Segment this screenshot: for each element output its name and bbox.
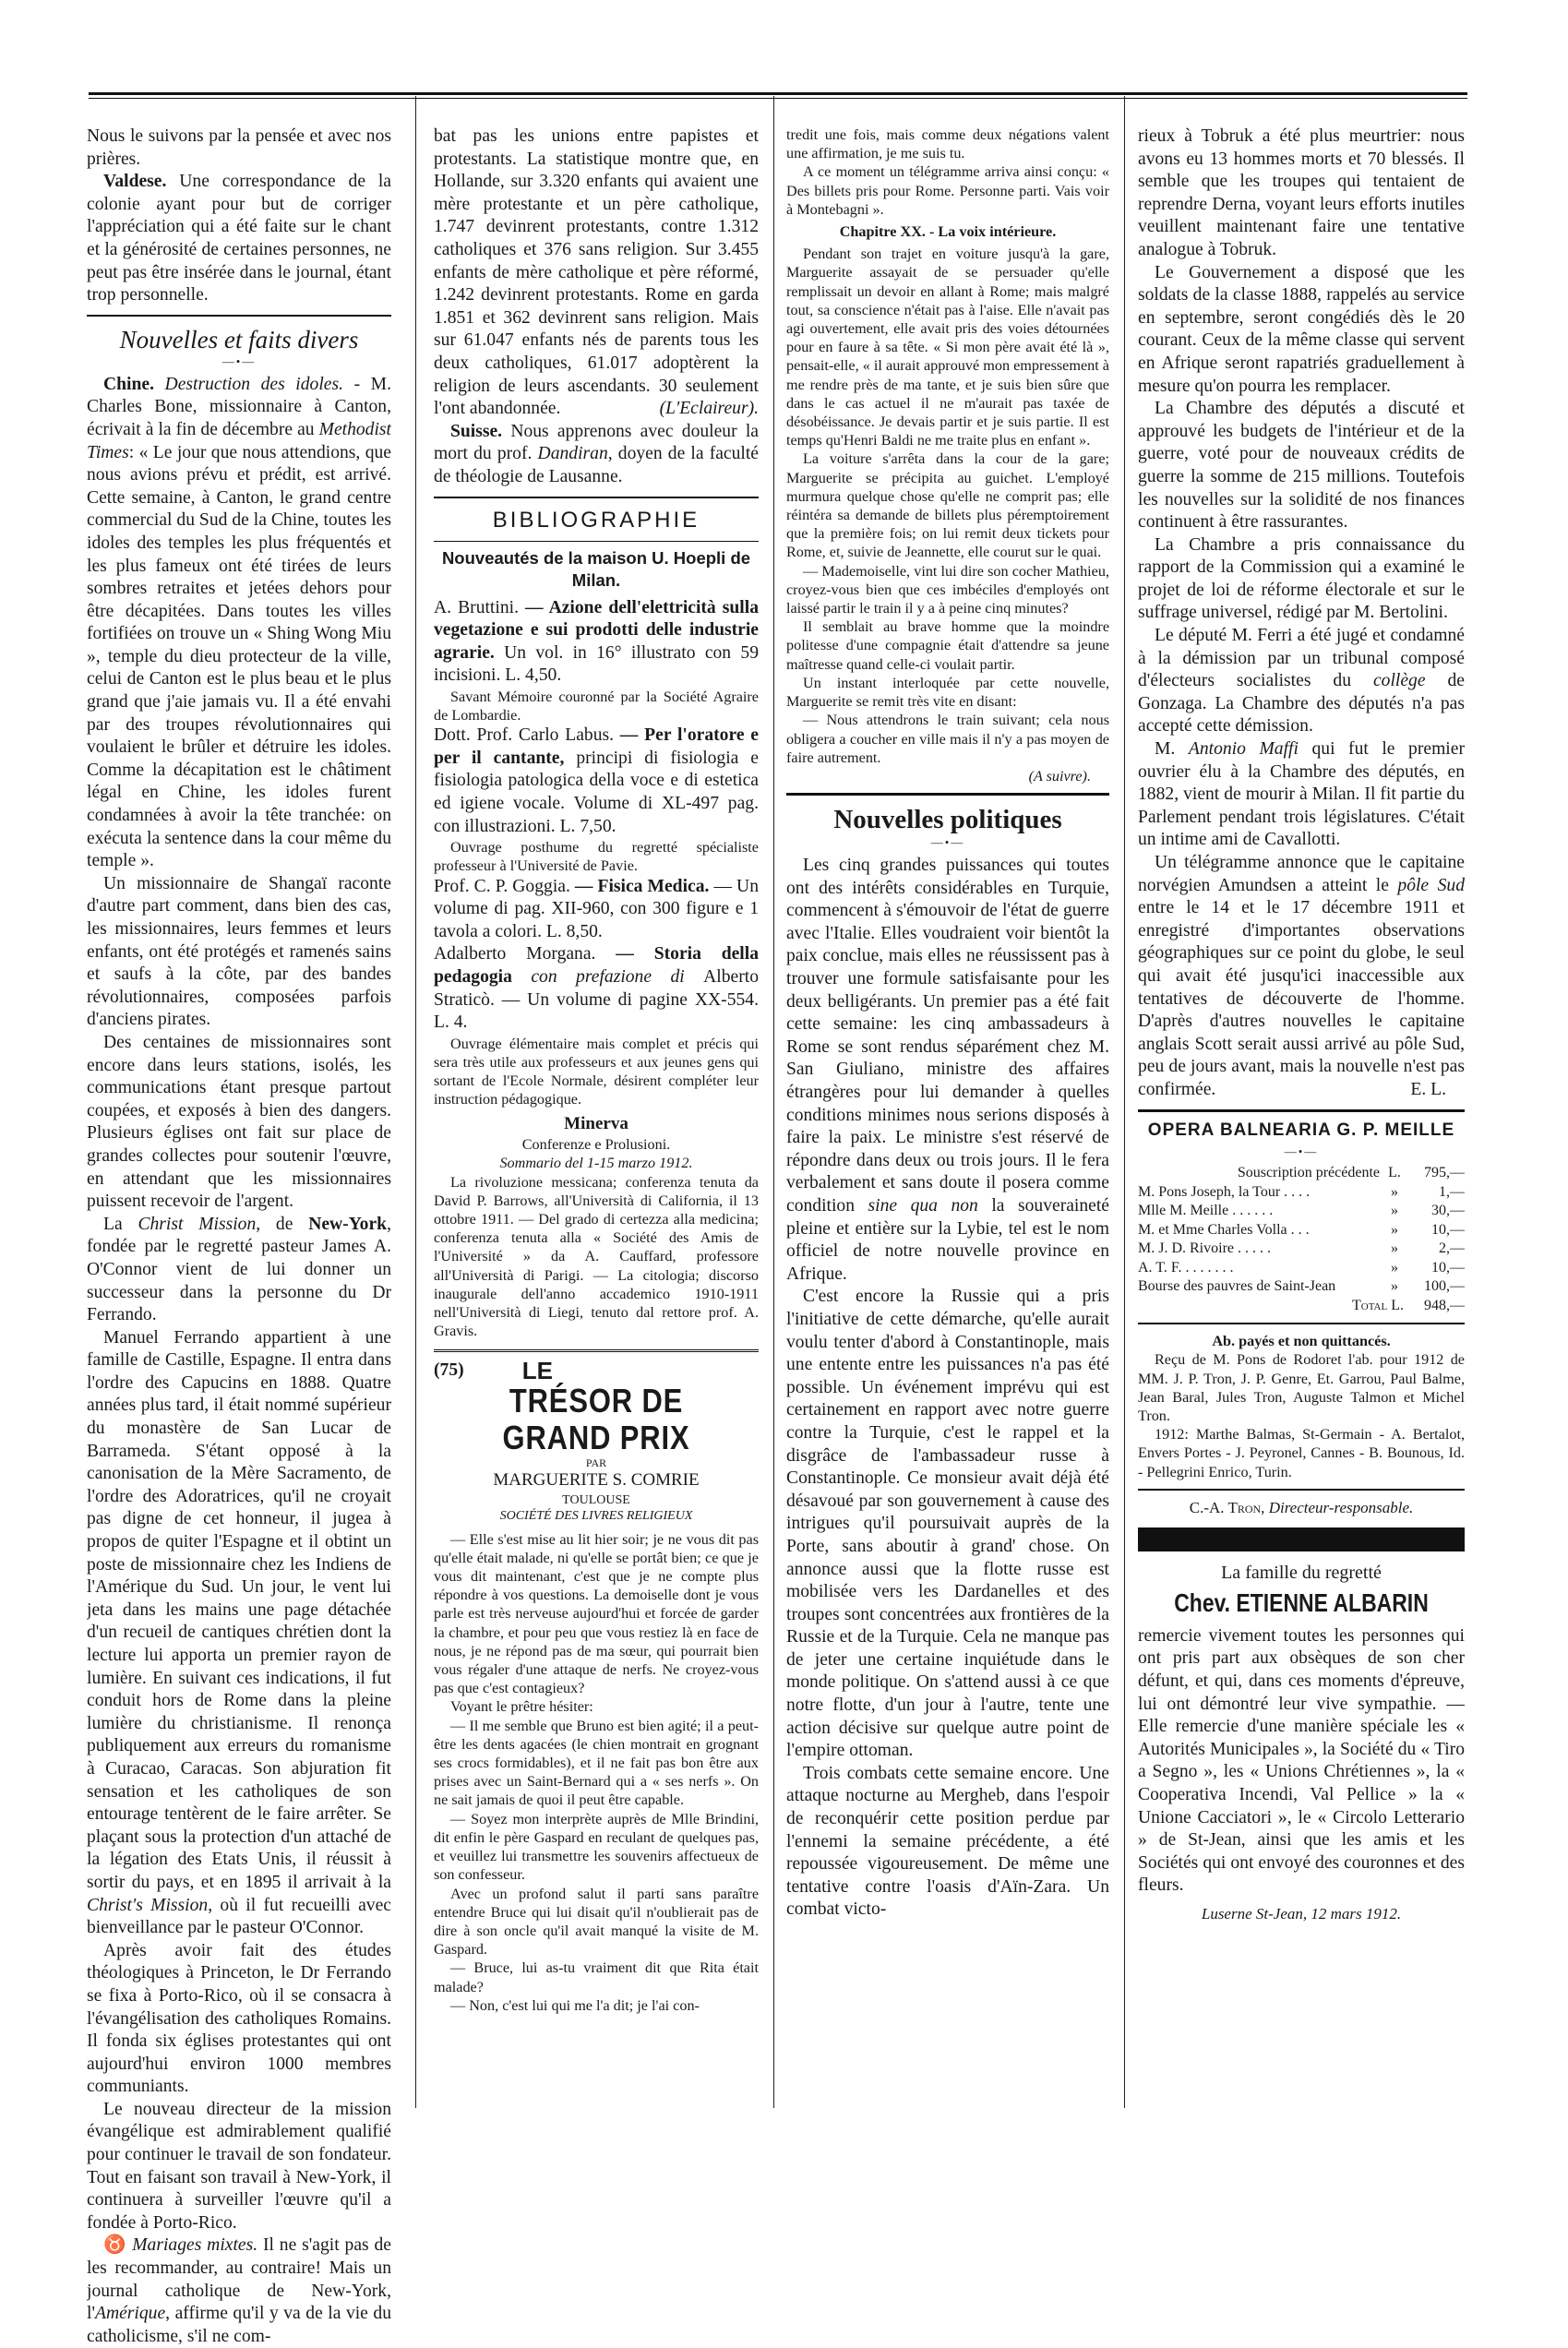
text: sine qua non	[868, 1196, 978, 1216]
subscription-amount: 10,—	[1431, 1259, 1465, 1276]
column-3	[786, 126, 1109, 1922]
text: M.	[1155, 739, 1189, 760]
minerva-title: Minerva	[564, 1113, 628, 1133]
book-title: — Fisica Medica.	[569, 876, 710, 896]
feuilleton-paragraph: La voiture s'arrêta dans la cour de la gare; Marguerite se précipita au guichet. L'employé murmura quelque chose qu'elle ne comprit pas; elle réintéra sa demande de billets plus péremptoirement que la première fois; on lui remit deux tickets pour Rome, et, suivie de Jeannette, elle courut sur le quai.	[786, 450, 1109, 561]
paragraph-christ	[87, 1214, 391, 1327]
feuilleton-publisher: SOCIÉTÉ DES LIVRES RELIGIEUX	[499, 1508, 693, 1523]
subscription-list	[1138, 1164, 1465, 1297]
paragraph: Un missionnaire de Shangaï raconte d'autre part comment, dans bien des cas, les missionnaires, leurs femmes et leurs enfants, ont été protégés et ramenés sains et saufs à la côte, par des bandes révolutionnaires, composées parfois d'anciens pirates.	[87, 873, 391, 1030]
feuilleton-number: (75)	[434, 1360, 464, 1381]
paragraph-politique: La Chambre des députés a discuté et approuvé les budgets de l'intérieur et de la guerre, voté pour de nouveaux crédits de guerre la somme de 215 millions. Toutefois les nouvelles sur la solidité de nos finances continuent à être rassurantes.	[1138, 399, 1465, 533]
subscription-label: M. J. D. Rivoire . . . . .	[1138, 1240, 1271, 1257]
paragraph-valdese	[87, 171, 391, 307]
text: Methodist Times	[87, 419, 391, 462]
paragraph-suisse	[434, 421, 759, 489]
text: Il ne s'agit pas de les recommander, au contraire! Mais un journal catholique de New-York, l'	[87, 2235, 391, 2324]
paragraph: Nous le suivons par la pensée et avec nos prières.	[87, 126, 391, 169]
paragraph-politique: C'est encore la Russie qui a pris l'initiative de cette démarche, qu'elle aurait voulu tenter d'abord à Constantinople, mais une entente entre les puissances n'a pas été possible. Un événement imprévu qui est certainement en rapport avec notre guerre contre la Turquie, c'est le rappel et la disgrâce de l'ambassadeur russe à Constantinople. Ce monsieur avait déjà été désavoué par son gouvernement à cause des intrigues qu'il poursuivait auprès de la Porte, sans aboutir à grand' chose. On annonce aussi que la flotte russe est mobilisée vers les Dardanelles et des troupes sont concentrées aux frontières de la Russie et de la Turquie. Cela ne manque pas de jeter une certaine inquiétude dans le monde politique. On s'attend aussi à ce que notre flotte, d'un jour à l'autre, tente une action décisive sur quelque autre point de l'empire ottoman.	[786, 1287, 1109, 1761]
feuilleton-paragraph: — Mademoiselle, vint lui dire son cocher Mathieu, croyez-vous bien que ces imbéciles d'employés ont laissé partir le train il y a à peine cinq minutes?	[786, 562, 1109, 617]
divider	[434, 541, 759, 542]
text: Alberto Straticò. — Un volume di pagine XX-554. L. 4.	[434, 967, 759, 1033]
text: con prefazione di	[511, 967, 704, 988]
text: Destruction des idoles.	[153, 374, 344, 394]
divider	[1138, 1323, 1465, 1324]
feuilleton-place: TOULOUSE	[562, 1492, 630, 1507]
bibliographie-title: BIBLIOGRAPHIE	[492, 507, 700, 533]
text: principi di fisiologia e fisiologia patologica della voce e di estetica ed igiene vocale. Volume di XL-497 pag. con illustrazioni. L. 7,50.	[434, 748, 759, 836]
text: Christ Mission	[138, 1214, 257, 1234]
subscription-currency: »	[1391, 1203, 1398, 1219]
subscription-label: M. Pons Joseph, la Tour . . . .	[1138, 1183, 1311, 1200]
feuilleton-title: TRÉSOR DE GRAND PRIX	[502, 1382, 690, 1457]
opera-title: OPERA BALNEARIA G. P. MEILLE	[1147, 1120, 1455, 1140]
text: , où il fut recueilli avec bienveillance par le pasteur O'Connor.	[87, 1895, 391, 1938]
subscription-row	[1138, 1183, 1465, 1203]
subscription-label: A. T. F. . . . . . . .	[1138, 1259, 1234, 1276]
text: : « Le jour que nous attendions, que nous avions prévu et prédit, est arrivé. Cette semaine, à Canton, le grand centre commercial du Sud de la Chine, toutes les idoles des temples les plus fréquentés et les plus fameux ont été tirées de leurs sombres retraites et jetées dehors pour être décapitées. Dans toutes les villes fortifiées on trouve un « Shing Wong Miu », temple du dieu protecteur de la ville, celui de Canton est le plus beau et le plus grand que j'aie jamais vu. Il a été envahi par des troupes révolutionnaires qui voulaient le brûler et détruire les idoles. Comme la décapitation est le châtiment légal en Chine, les idoles furent condamnées à avoir la tête tranchée: on exécuta la sentence dans la cour même du temple ».	[87, 442, 391, 871]
column-4	[1138, 126, 1465, 1923]
divider	[1138, 1109, 1465, 1112]
text: , de	[256, 1214, 309, 1234]
text: qui fut le premier ouvrier élu à la Chambre des députés, en 1882, vient de mourir à Milan. Il fit partie du Parlement pendant trois législatures. C'était un intime ami de Cavallotti.	[1138, 739, 1465, 850]
lead-word: Chine.	[103, 374, 154, 394]
minerva-text: La rivoluzione messicana; conferenza tenuta da David P. Barrows, all'Università di California, il 13 ottobre 1911. — Del grado di certezza alla medicina; conferenza tenuta alla « Société des Amis de l'Université » da A. Cauffard, professore all'Università di Parigi. — La citologia; discorso inaugurale dell'anno accademico 1910-1911 nell'Università di Liegi, tenuto dal rettore prof. A. Gravis.	[434, 1173, 759, 1340]
paragraph: Des centaines de missionnaires sont encore dans leurs stations, isolés, les communications étant presque partout coupées, et exposés à bien des dangers. Plusieurs églises ont fait sur place de grandes collectes pour soutenir l'œuvre, en attendant que les missionnaires puissent recevoir de l'argent.	[87, 1032, 391, 1212]
ab-title: Ab. payés et non quittancés.	[1212, 1333, 1391, 1350]
director-line	[1138, 1498, 1465, 1518]
paragraph-politique: La Chambre a pris connaissance du rapport de la Commission qui a examiné le projet de loi de réforme électorale et sur le suffrage universel, rédigé par M. Bertolini.	[1138, 534, 1465, 623]
column-rule	[1124, 96, 1125, 2108]
feuilleton-paragraph: Un instant interloquée par cette nouvelle, Marguerite se remit très vite en disant:	[786, 674, 1109, 711]
text: entre le 14 et le 17 décembre 1911 et enregistré d'importantes observations géographiques sur ce point du globe, le seul qui avait été jusqu'ici inaccessible aux tentatives de découverte de l'homme. D'après d'autres nouvelles le capitaine anglais Scott serait aussi arrivé au pôle Sud, peu de jours avant, mais la nouvelle n'est pas confirmée.	[1138, 898, 1465, 1099]
text: La	[103, 1214, 138, 1234]
feuilleton-paragraph: tredit une fois, mais comme deux négations valent une affirmation, je me suis tu.	[786, 126, 1109, 162]
paragraph-politique	[1138, 852, 1465, 1102]
text: pôle Sud	[1397, 875, 1465, 895]
total-label: Total L.	[1352, 1297, 1404, 1313]
signature-initials: E. L.	[1410, 1079, 1446, 1099]
book-entry	[434, 876, 759, 944]
book-note: Savant Mémoire couronné par la Société Agraire de Lombardie.	[434, 688, 759, 725]
paragraph-politique	[1138, 738, 1465, 852]
ornament: —•—	[930, 835, 965, 850]
feuilleton-par: PAR	[585, 1456, 607, 1470]
subscription-row	[1138, 1202, 1465, 1221]
subscription-label: M. et Mme Charles Volla . . .	[1138, 1221, 1310, 1238]
subscription-amount: 795,—	[1424, 1165, 1465, 1181]
subscription-row	[1138, 1164, 1465, 1183]
ornament: —•—	[1284, 1144, 1319, 1159]
mourning-bar	[1138, 1527, 1465, 1551]
director-role: Directeur-responsable.	[1264, 1498, 1414, 1516]
text: Dandiran	[537, 444, 608, 464]
subscription-row	[1138, 1277, 1465, 1297]
book-entry	[434, 597, 759, 688]
bullet-icon: ♉	[103, 2235, 127, 2256]
text: - M. Charles Bone, missionnaire à Canton, écrivait à la fin de décembre au	[87, 374, 391, 439]
author: Adalberto Morgana.	[434, 944, 596, 964]
divider	[434, 497, 759, 498]
politiques-title: Nouvelles politiques	[833, 805, 1062, 835]
feuilleton-paragraph: Pendant son trajet en voiture jusqu'à la gare, Marguerite assayait de se persuader qu'elle remplissait un devoir en allant à Rome; mais malgré tout, sa conscience n'était pas à l'aise. Elle n'avait pas agi ouvertement, elle avait pris des voies détournées pour en faure à sa tête. « Si mon père avait été là », pensait-elle, « il aurait approuvé mon empressement à me rendre près de ma tante, et je suis bien sûre que dans le cas actuel il ne m'aurait pas taxée de désobéissance. Je devais partir et je suis partie. Il est temps qu'Henri Baldi ne me traite plus en enfant ».	[786, 246, 1109, 449]
feuilleton-author: MARGUERITE S. COMRIE	[493, 1470, 700, 1491]
feuilleton-paragraph: — Nous attendrons le train suivant; cela nous obligera a coucher en ville mais il n'y a pas moyen de faire autrement.	[786, 712, 1109, 766]
feuilleton-paragraph: — Il me semble que Bruno est bien agité; il a peut-être les dents agacées (le chien montrait en grognant ses crocs formidables), et il ne fait pas bon être aux prises avec un Saint-Bernard qui a « ses nerfs ». On ne sait jamais de quoi il peut être capable.	[434, 1717, 759, 1809]
feuilleton-title-le: LE	[521, 1357, 553, 1385]
text: Mariages mixtes.	[126, 2235, 258, 2256]
text: Les cinq grandes puissances qui toutes ont des intérêts considérables en Turquie, commencent à s'émouvoir de l'état de guerre avec l'Italie. Elles voudraient voir bientôt la paix conclue, mais elles ne réussissent pas à trouver une formule satisfaisante pour les deux belligérants. Un premier pas a été fait cette semaine: les cinq ambassadeurs à Rome se sont rendus séparément chez M. San Giuliano, ministre des affaires étrangères pour lui demander à quelles conditions minimes nous serions disposés à faire la paix. Le ministre s'est réservé de répondre dans deux ou trois jours. Il le fera verbalement et sans doute il posera comme condition	[786, 856, 1109, 1216]
chapter-title: Chapitre XX. - La voix intérieure.	[839, 223, 1057, 241]
text: Nous apprenons avec douleur la mort du prof.	[434, 421, 759, 464]
feuilleton-paragraph: — Elle s'est mise au lit hier soir; je ne vous dit pas qu'elle était malade, ni qu'elle se portât bien; ce que je vous dit maintenant, c'est que je ne compte plus répondre à vos questions. La demoiselle dont je vous parle est très nerveuse aujourd'hui et forcée de garder la chambre, et pour peu que vous restiez là en face de nous, je ne répond pas de ma sœur, qui pourrait bien vous régaler d'une attaque de nerfs. Ne croyez-vous pas que c'est contagieux?	[434, 1530, 759, 1697]
text: , affirme qu'il y va de la vie du catholicisme, s'il ne com-	[87, 2304, 391, 2346]
text: la souveraineté pleine et entière sur la Lybie, tel est le nom officiel de notre nouvelle province en Afrique.	[786, 1196, 1109, 1284]
a-suivre: (A suivre).	[1028, 767, 1091, 785]
section-title: Nouvelles et faits divers	[119, 325, 359, 353]
paragraph-politique	[1138, 625, 1465, 738]
paragraph-politique: rieux à Tobruk a été plus meurtrier: nous avons eu 13 hommes morts et 70 blessés. Il semble que les troupes qui tentaient de reprendre Derna, voyant leurs efforts inutiles veuillent maintenant faire une tentative analogue à Tobruk.	[1138, 126, 1465, 259]
minerva-date: Sommario del 1-15 marzo 1912.	[499, 1155, 693, 1172]
text: Une correspondance de la colonie ayant pour but de corriger l'appréciation qui a été faite sur le chant et la générosité de certaines personnes, ne peut pas être insérée dans le journal, étant trop personnelle.	[87, 172, 391, 305]
subscription-amount: 30,—	[1431, 1203, 1465, 1219]
feuilleton-paragraph: — Bruce, lui as-tu vraiment dit que Rita était malade?	[434, 1959, 759, 1995]
feuilleton-header	[434, 1357, 759, 1385]
paragraph-chine	[87, 374, 391, 873]
text: Christ's Mission	[87, 1895, 209, 1915]
text: Antonio Maffi	[1188, 739, 1299, 760]
top-rule	[89, 92, 1467, 99]
paragraph-politique: Le Gouvernement a disposé que les soldats de la classe 1888, rappelés au service en septembre, seront congédiés dès le 20 courant. Ceux de la même classe qui servent en Afrique seront rapatriés graduellement à mesure qu'on pourra les remplacer.	[1138, 262, 1465, 396]
divider	[87, 315, 391, 317]
paragraph-politique: Trois combats cette semaine encore. Une attaque nocturne au Mergheb, dans l'espoir de reconquérir cette position perdue par l'ennemi la semaine précédente, a été repoussée vigoureusement. De même une tentative contre l'oasis d'Aïn-Zara. Un combat victo-	[786, 1763, 1109, 1920]
feuilleton-paragraph: Avec un profond salut il parti sans paraître entendre Bruce qui lui disait qu'il n'oublierait pas de dire à son oncle qu'il avait manqué la visite de M. Gaspard.	[434, 1885, 759, 1959]
total-amount: 948,—	[1424, 1297, 1465, 1313]
text: Manuel Ferrando appartient à une famille de Castille, Espagne. Il entra dans l'ordre des Capucins en 1888. Quatre années plus tard, il était nommé supérieur du monastère de San Lucar de Barrameda. S'étant opposé à la canonisation de la Mère Sacramento, de l'ordre des Adoratrices, qu'il ne croyait pas digne de cet honneur, il jugea à propos de quiter l'Espagne et il obtint un poste de missionnaire chez les Indiens de l'Amérique du Sud. Un jour, le vent lui jeta dans les mains une page détachée d'un recueil de cantiques chrétien dont la lecture lui apporta un premier rayon de lumière. En suivant ces indications, il fut conduit hors de Rome dans la pleine lumière du christianisme. Il renonça publiquement aux erreurs du romanisme à Curacao, Caracas. Son abjuration fit sensation et les catholiques de son entourage tentèrent de le faire arrêter. Se plaçant sous la protection d'un attaché de la légation des Etats Unis, il réussit à sortir du pays, et en 1895 il arrivait à la	[87, 1327, 391, 1892]
bibliographie-subtitle: Nouveautés de la maison U. Hoepli de Milan.	[441, 547, 751, 590]
column-rule	[415, 96, 416, 2108]
book-title: — Storia della pedagogia	[434, 944, 759, 988]
subscription-label: Souscription précédente	[1237, 1165, 1380, 1181]
paragraph-politique	[786, 855, 1109, 1286]
subscription-row	[1138, 1259, 1465, 1278]
famille-date: Luserne St-Jean, 12 mars 1912.	[1201, 1904, 1402, 1923]
subscription-amount: 1,—	[1439, 1183, 1465, 1200]
feuilleton-paragraph: Voyant le prêtre hésiter:	[450, 1698, 593, 1716]
paragraph-ferrando	[87, 1327, 391, 1940]
subscription-label: Bourse des pauvres de Saint-Jean	[1138, 1278, 1336, 1295]
author: A. Bruttini.	[434, 597, 519, 617]
minerva-subtitle: Conferenze e Prolusioni.	[521, 1136, 671, 1154]
subscription-currency: »	[1391, 1183, 1398, 1200]
paragraph-mariages	[87, 2234, 391, 2348]
subscription-total	[1138, 1297, 1465, 1316]
text: Amérique	[94, 2304, 166, 2324]
text: , fondée par le regretté pasteur James A. O'Connor vient de lui donner un successeur dans la personne du Dr Ferrando.	[87, 1214, 391, 1325]
column-rule	[773, 96, 774, 2108]
divider	[1138, 1489, 1465, 1491]
text: — Un volume di pag. XII-960, con 300 figure e 1 tavola a colori. L. 8,50.	[434, 876, 759, 941]
subscription-label: Mlle M. Meille . . . . . .	[1138, 1203, 1274, 1219]
text: collège	[1372, 671, 1426, 691]
lead-word: Suisse.	[450, 421, 503, 441]
text: de Gonzaga. La Chambre des députés n'a pas accepté cette démission.	[1138, 671, 1465, 737]
ab-paragraph: Reçu de M. Pons de Rodoret l'ab. pour 1912 de MM. J. P. Tron, J. P. Genre, Et. Garrou, Paul Balme, Jean Baral, Jules Tron, Auguste Talmon et Michel Tron.	[1138, 1351, 1465, 1424]
book-entry	[434, 943, 759, 1034]
subscription-amount: 100,—	[1424, 1278, 1465, 1295]
text: Un vol. in 16° illustrato con 59 incisioni. L. 4,50.	[434, 642, 759, 686]
column-1	[87, 126, 391, 2348]
subscription-currency: »	[1391, 1240, 1398, 1257]
subscription-currency: L.	[1388, 1165, 1401, 1181]
column-2	[434, 126, 759, 2015]
book-title: — Per l'oratore e per il cantante,	[434, 725, 759, 768]
director-name: C.-A. Tron,	[1189, 1498, 1265, 1516]
ornament: —•—	[221, 353, 257, 368]
famille-name: Chev. ETIENNE ALBARIN	[1174, 1587, 1429, 1617]
text: bat pas les unions entre papistes et protestants. La statistique montre que, en Hollande, sur 3.320 enfants qui avaient une mère protestante et un père catholique, 1.747 devinrent protestants, contre 1.312 catholiques et 376 sans religion. Sur 3.455 enfants de mère catholique et père réformé, 1.242 devinrent protestants. Rome en garda 1.851 et 362 devinrent sans religion. Mais sur 61.047 enfants nés de parents tous les deux catholiques, 61.017 adoptèrent la religion de leurs ascendants. 30 seulement l'ont abandonnée.	[434, 126, 759, 419]
text: New-York	[308, 1214, 388, 1234]
subscription-row	[1138, 1240, 1465, 1259]
subscription-currency: »	[1391, 1221, 1398, 1238]
subscription-amount: 10,—	[1431, 1221, 1465, 1238]
paragraph: Le nouveau directeur de la mission évangélique est admirablement qualifié pour continuer le travail de son fondateur. Tout en faisant son travail à New-York, il continuera à surveiller l'œuvre qu'il a fondée à Porto-Rico.	[87, 2099, 391, 2233]
subscription-row	[1138, 1221, 1465, 1240]
divider	[786, 793, 1109, 796]
text: Un télégramme annonce que le capitaine norvégien Amundsen a atteint le	[1138, 853, 1465, 895]
feuilleton-paragraph: Il semblait au brave homme que la moindre politesse d'une compagnie était d'attendre sa jeune maîtresse quand celle-ci voulait partir.	[786, 618, 1109, 673]
ab-paragraph: 1912: Marthe Balmas, St-Germain - A. Bertalot, Envers Portes - J. Peyronel, Cannes - B. Bounous, Id. - Pellegrini Enrico, Turin.	[1138, 1426, 1465, 1480]
text: , doyen de la faculté de théologie de Lausanne.	[434, 444, 759, 486]
book-title: — Azione dell'elettricità sulla vegetazione e sui prodotti delle industrie agrarie.	[434, 597, 759, 663]
book-note: Ouvrage élémentaire mais complet et précis qui sera très utile aux professeurs et aux jeunes gens qui sortant de l'Ecole Normale, désirent compléter leur instruction pédagogique.	[434, 1035, 759, 1108]
author: Prof. C. P. Goggia.	[434, 876, 570, 896]
author: Dott. Prof. Carlo Labus.	[434, 725, 615, 746]
lead-word: Valdese.	[103, 172, 167, 192]
divider	[434, 1349, 759, 1354]
subscription-amount: 2,—	[1439, 1240, 1465, 1257]
subscription-currency: »	[1391, 1278, 1398, 1295]
famille-text: remercie vivement toutes les personnes qui ont pris part aux obsèques de son cher défunt, et qui, dans ces moments d'épreuve, lui ont démontré leur vive sympathie. — Elle remercie d'une manière spéciale les « Autorités Municipales », la Société du « Tiro a Segno », les « Unions Chrétiennes », la « Cooperativa Incendi, Val Pellice » la « Unione Cacciatori », le « Circolo Letterario » de St-Jean, ainsi que les amis et les Sociétés qui ont envoyé des couronnes et des fleurs.	[1138, 1625, 1465, 1896]
text: Le député M. Ferri a été jugé et condamné à la démission par un tribunal composé d'électeurs socialistes du	[1138, 626, 1465, 691]
feuilleton-paragraph: — Non, c'est lui qui me l'a dit; je l'ai con-	[450, 1996, 700, 2014]
source: (L'Eclaireur).	[659, 399, 759, 419]
feuilleton-paragraph: — Soyez mon interprète auprès de Mlle Brindini, dit enfin le père Gaspard en reculant de quelques pas, et veuillez lui transmettre les souvenirs affectueux de son confesseur.	[434, 1810, 759, 1884]
subscription-currency: »	[1391, 1259, 1398, 1276]
book-note: Ouvrage posthume du regretté spécialiste professeur à l'Université de Pavie.	[434, 839, 759, 875]
feuilleton-paragraph: A ce moment un télégramme arriva ainsi conçu: « Des billets pris pour Rome. Personne parti. Vais voir à Montebagni ».	[786, 163, 1109, 218]
book-entry	[434, 725, 759, 838]
famille-heading: La famille du regretté	[1221, 1562, 1382, 1583]
paragraph: Après avoir fait des études théologiques à Princeton, le Dr Ferrando se fixa à Porto-Rico, où il se consacra à l'évangélisation des catholiques Romains. Il fonda six églises protestantes qui ont aujourd'hui environ 1000 membres communiants.	[87, 1940, 391, 2097]
paragraph	[434, 126, 759, 421]
